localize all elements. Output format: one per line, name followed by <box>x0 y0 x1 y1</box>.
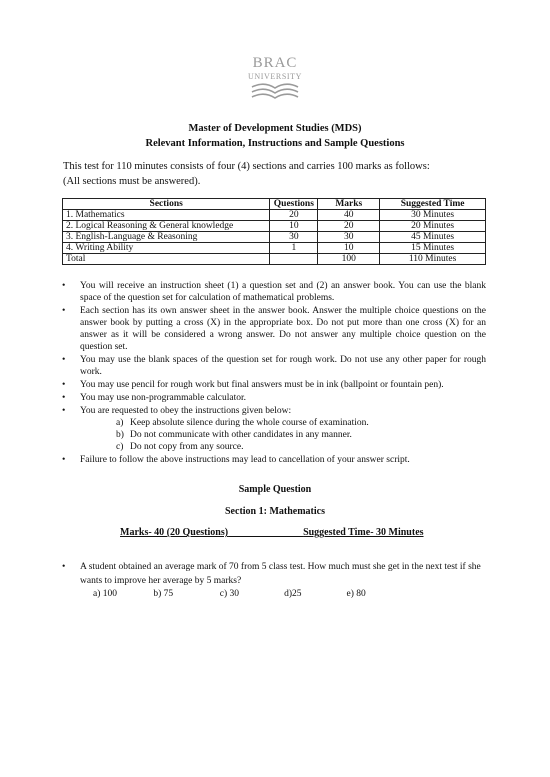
header-sections: Sections <box>63 199 270 210</box>
section-marks: 40 <box>318 210 380 221</box>
document-subtitle: Relevant Information, Instructions and Sample Questions <box>145 138 405 149</box>
sublist-letter: b) <box>116 430 124 440</box>
bullet-icon: • <box>62 281 66 291</box>
section-time: 30 Minutes <box>380 210 486 221</box>
sublist-item <box>116 417 486 429</box>
option-a: a) 100 <box>93 589 118 599</box>
list-item <box>60 405 486 453</box>
intro-line-2: (All sections must be answered). <box>63 176 201 187</box>
instructions-list <box>60 280 486 467</box>
bullet-icon: • <box>62 380 66 390</box>
sublist-item <box>116 429 486 441</box>
marks-label: Marks- 40 (20 Questions) <box>120 527 229 538</box>
section-marks: 10 <box>318 243 380 254</box>
section-heading: Section 1: Mathematics <box>225 506 325 517</box>
list-item <box>60 354 486 378</box>
section-questions: 10 <box>270 221 318 232</box>
table-row <box>63 221 486 232</box>
bullet-icon: • <box>62 406 66 416</box>
answer-options <box>93 588 366 600</box>
header-marks: Marks <box>318 199 380 210</box>
bullet-icon: • <box>62 562 66 572</box>
instruction-text: Failure to follow the above instructions may lead to cancellation of your answer script. <box>80 455 410 465</box>
header-suggested-time: Suggested Time <box>380 199 486 210</box>
list-item <box>60 392 486 404</box>
bullet-icon: • <box>62 355 66 365</box>
sublist-text: Do not copy from any source. <box>130 442 244 452</box>
sample-question-heading: Sample Question <box>238 484 312 495</box>
option-e: e) 80 <box>346 589 366 599</box>
option-d: d)25 <box>284 589 302 599</box>
section-marks: 20 <box>318 221 380 232</box>
sublist-letter: c) <box>116 442 124 452</box>
total-marks: 100 <box>318 254 380 265</box>
instruction-text: You may use pencil for rough work but final answers must be in ink (ballpoint or fountain pen). <box>80 380 444 390</box>
sublist-item <box>116 441 486 453</box>
section-name: 2. Logical Reasoning & General knowledge <box>63 221 270 232</box>
book-pages-icon <box>252 84 298 98</box>
section-time: 20 Minutes <box>380 221 486 232</box>
total-time: 110 Minutes <box>380 254 486 265</box>
section-time: 15 Minutes <box>380 243 486 254</box>
logo-text-line1: BRAC <box>252 55 298 71</box>
header-questions: Questions <box>270 199 318 210</box>
section-time: 45 Minutes <box>380 232 486 243</box>
option-c: c) 30 <box>219 589 240 599</box>
sublist-letter: a) <box>116 418 124 428</box>
list-item <box>60 305 486 353</box>
section-marks: 30 <box>318 232 380 243</box>
question-text: A student obtained an average mark of 70 from 5 class test. How much must she get in the next test if she wants to improve her average by 5 marks? <box>80 562 481 586</box>
instruction-text: You may use the blank spaces of the question set for rough work. Do not use any other paper for rough work. <box>80 355 486 377</box>
section-questions: 20 <box>270 210 318 221</box>
exam-rules-sublist <box>80 417 486 453</box>
table-row <box>63 232 486 243</box>
bullet-icon: • <box>62 455 66 465</box>
bullet-icon: • <box>62 393 66 403</box>
brac-university-logo <box>236 50 314 106</box>
table-header-row <box>63 199 486 210</box>
section-questions: 30 <box>270 232 318 243</box>
sections-table <box>62 198 486 265</box>
section-name: 3. English-Language & Reasoning <box>63 232 270 243</box>
section-questions: 1 <box>270 243 318 254</box>
sublist-text: Keep absolute silence during the whole course of examination. <box>130 418 369 428</box>
instruction-text: You are requested to obey the instructions given below: <box>80 406 292 416</box>
table-row <box>63 210 486 221</box>
list-item <box>60 454 486 466</box>
list-item <box>60 379 486 391</box>
total-questions <box>270 254 318 265</box>
instruction-text: Each section has its own answer sheet in the answer book. Answer the multiple choice questions on the answer book by putting a cross (X) in the appropriate box. Do not put more than one cross (X) for an answer as it will be considered a wrong answer. Do not answer any multiple choice question on the question set. <box>80 306 486 352</box>
option-b: b) 75 <box>153 589 174 599</box>
instruction-text: You will receive an instruction sheet (1) a question set and (2) an answer book. You can use the blank space of the question set for calculation of mathematical problems. <box>80 281 486 303</box>
marks-and-time-line <box>120 526 424 540</box>
logo-text-line2: UNIVERSITY <box>248 72 302 81</box>
section-name: 1. Mathematics <box>63 210 270 221</box>
sublist-text: Do not communicate with other candidates in any manner. <box>130 430 352 440</box>
sample-question <box>60 560 490 588</box>
table-total-row <box>63 254 486 265</box>
instruction-text: You may use non-programmable calculator. <box>80 393 247 403</box>
bullet-icon: • <box>62 306 66 316</box>
suggested-time-label: Suggested Time- 30 Minutes <box>303 527 424 538</box>
table-row <box>63 243 486 254</box>
total-label: Total <box>63 254 270 265</box>
document-title: Master of Development Studies (MDS) <box>188 123 362 134</box>
intro-line-1: This test for 110 minutes consists of four (4) sections and carries 100 marks as follows: <box>63 161 430 172</box>
list-item <box>60 280 486 304</box>
section-name: 4. Writing Ability <box>63 243 270 254</box>
